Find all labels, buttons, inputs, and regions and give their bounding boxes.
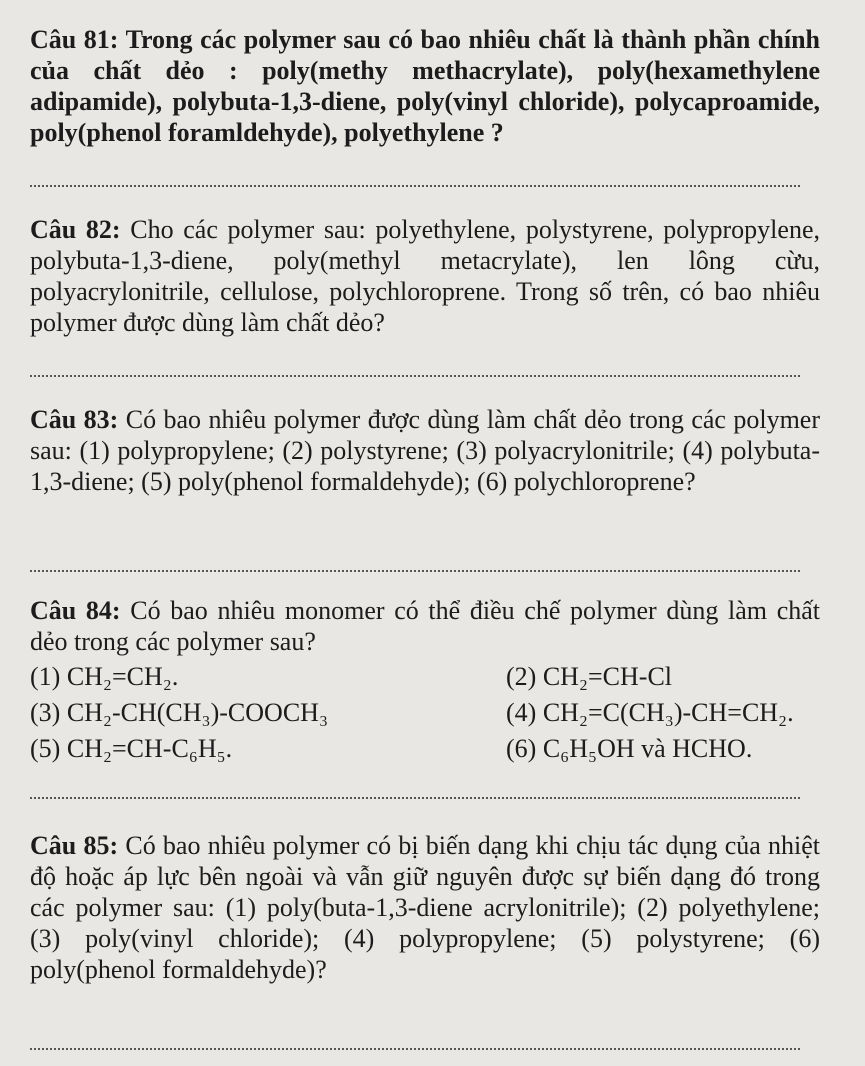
option-6: (6) C₆H₅OH và HCHO. <box>506 734 753 763</box>
option-2: (2) CH₂=CH-Cl <box>506 662 673 691</box>
option-4: (4) CH₂=C(CH₃)-CH=CH₂. <box>506 698 794 727</box>
question-84 <box>30 595 820 657</box>
question-81-text: Trong các polymer sau có bao nhiêu chất là thành phần chính của chất dẻo : poly(methy methacrylate), poly(hexamethylene adipamide), polybuta-1,3-diene, poly(vinyl chloride), polycaproamide, poly(phenol foramldehyde), polyethylene ? <box>30 25 820 147</box>
question-85-label: Câu 85: <box>30 831 119 860</box>
question-82 <box>30 214 820 338</box>
question-83 <box>30 404 820 497</box>
answer-line-83 <box>30 570 800 572</box>
answer-line-81 <box>30 185 800 187</box>
question-83-label: Câu 83: <box>30 405 119 434</box>
question-81 <box>30 24 820 148</box>
answer-line-84 <box>30 797 800 799</box>
answer-line-85 <box>30 1048 800 1050</box>
question-85-text: Có bao nhiêu polymer có bị biến dạng khi chịu tác dụng của nhiệt độ hoặc áp lực bên ngoài và vẫn giữ nguyên được sự biến dạng đó trong các polymer sau: (1) poly(buta-1,3-diene acrylonitrile); (2) polyethylene; (3) poly(vinyl chloride); (4) polypropylene; (5) polystyrene; (6) poly(phenol formaldehyde)? <box>30 831 821 984</box>
option-5: (5) CH₂=CH-C₆H₅. <box>30 734 233 763</box>
question-84-label: Câu 84: <box>30 596 121 625</box>
option-3: (3) CH₂-CH(CH₃)-COOCH₃ <box>30 698 329 727</box>
question-82-label: Câu 82: <box>30 215 121 244</box>
question-82-text: Cho các polymer sau: polyethylene, polystyrene, polypropylene, polybuta-1,3-diene, poly(methyl metacrylate), len lông cừu, polyacrylonitrile, cellulose, polychloroprene. Trong số trên, có bao nhiêu polymer được dùng làm chất dẻo? <box>30 215 820 337</box>
question-85 <box>30 830 820 985</box>
question-84-text: Có bao nhiêu monomer có thể điều chế polymer dùng làm chất dẻo trong các polymer sau? <box>30 596 821 656</box>
question-83-text: Có bao nhiêu polymer được dùng làm chất dẻo trong các polymer sau: (1) polypropylene; (2) polystyrene; (3) polyacrylonitrile; (4) polybuta-1,3-diene; (5) poly(phenol formaldehyde); (6) polychloroprene? <box>30 405 821 496</box>
answer-line-82 <box>30 375 800 377</box>
question-81-label: Câu 81: <box>30 25 119 54</box>
option-1: (1) CH₂=CH₂. <box>30 662 179 691</box>
